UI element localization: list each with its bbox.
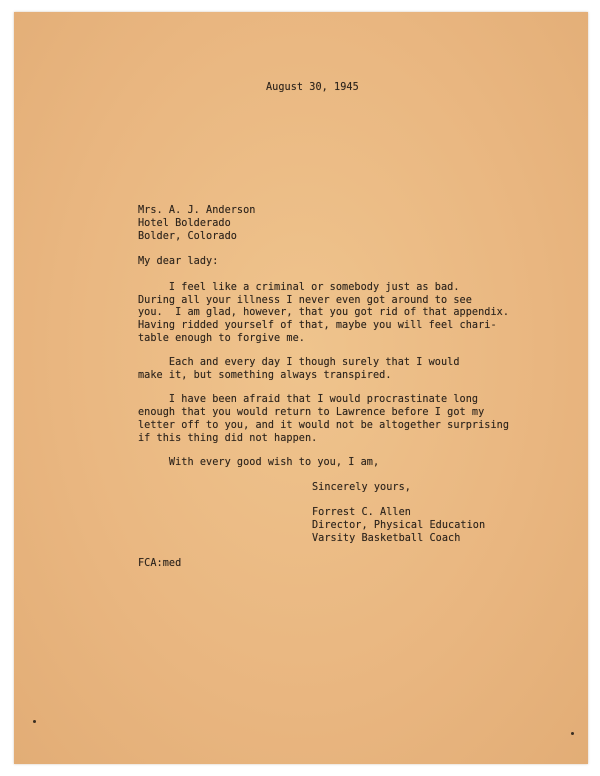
ink-speck (33, 720, 36, 723)
paragraph-3-line: I have been afraid that I would procrastinate long (138, 394, 479, 405)
ink-speck (571, 732, 574, 735)
signer-title: Director, Physical Education (312, 520, 486, 531)
signer-name: Forrest C. Allen (312, 507, 411, 518)
salutation: My dear lady: (138, 256, 219, 267)
signer-title-2: Varsity Basketball Coach (312, 533, 461, 544)
paragraph-1-line: I feel like a criminal or somebody just as bad. (138, 282, 460, 293)
valediction: Sincerely yours, (312, 482, 411, 493)
paragraph-3-line: enough that you would return to Lawrence before I got my (138, 407, 485, 418)
paragraph-1-line: Having ridded yourself of that, maybe you will feel chari- (138, 320, 497, 331)
paragraph-2-line: Each and every day I though surely that I would (138, 357, 460, 368)
recipient-hotel: Hotel Bolderado (138, 218, 231, 229)
paragraph-2-line: make it, but something always transpired. (138, 370, 392, 381)
recipient-city: Bolder, Colorado (138, 231, 237, 242)
paragraph-3-line: letter off to you, and it would not be altogether surprising (138, 420, 510, 431)
letter-paper (14, 12, 588, 764)
paragraph-1-line: table enough to forgive me. (138, 333, 305, 344)
reference-initials: FCA:med (138, 558, 182, 569)
letter-date: August 30, 1945 (266, 82, 359, 93)
paragraph-3-line: if this thing did not happen. (138, 433, 318, 444)
closing-line: With every good wish to you, I am, (138, 457, 380, 468)
paragraph-1-line: During all your illness I never even got around to see (138, 295, 472, 306)
recipient-name: Mrs. A. J. Anderson (138, 205, 256, 216)
paragraph-1-line: you. I am glad, however, that you got rid of that appendix. (138, 307, 510, 318)
